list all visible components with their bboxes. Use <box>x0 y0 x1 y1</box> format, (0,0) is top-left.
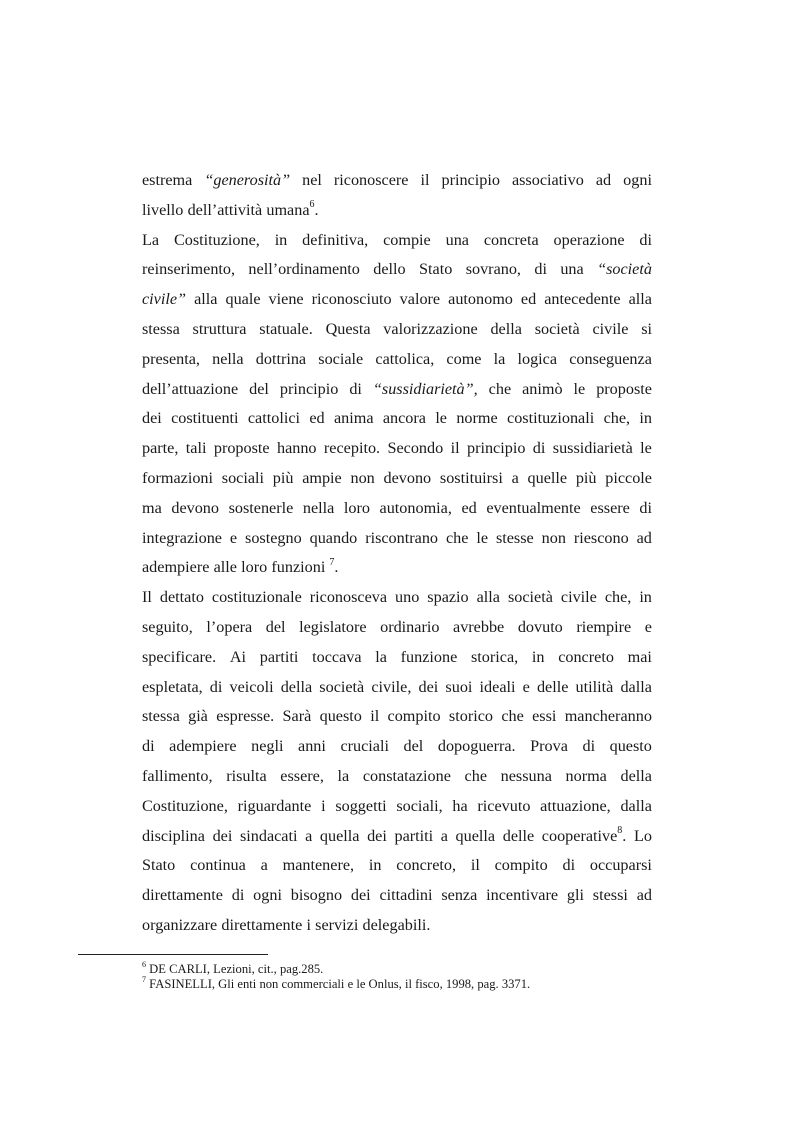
footnote-text: DE CARLI, Lezioni, cit., pag.285. <box>149 962 324 976</box>
text-line: stessa già espresse. Sarà questo il compito storico che essi mancheranno <box>142 707 652 726</box>
text-line: Costituzione, riguardante i soggetti sociali, ha ricevuto attuazione, dalla <box>142 796 652 815</box>
text-line: estrema “generosità” nel riconoscere il principio associativo ad ogni <box>142 171 652 189</box>
text-line: ma devono sostenerle nella loro autonomia, ed eventualmente essere di <box>142 498 652 517</box>
text-line: formazioni sociali più ampie non devono sostituirsi a quelle più piccole <box>142 468 652 487</box>
text-line: Stato continua a mantenere, in concreto, il compito di occuparsi <box>142 856 652 875</box>
text-line: reinserimento, nell’ordinamento dello Stato sovrano, di una “società <box>142 260 652 279</box>
text-line: dei costituenti cattolici ed anima ancora le norme costituzionali che, in <box>142 409 652 428</box>
text-line: presenta, nella dottrina sociale cattolica, come la logica conseguenza <box>142 349 652 368</box>
footnote-number: 6 <box>142 959 146 969</box>
text-line: espletata, di veicoli della società civile, dei suoi ideali e delle utilità dalla <box>142 677 652 696</box>
text-line: organizzare direttamente i servizi delegabili. <box>142 915 431 934</box>
footnotes <box>142 959 531 992</box>
text-line: La Costituzione, in definitiva, compie una concreta operazione di <box>142 230 652 249</box>
text-line: specificare. Ai partiti toccava la funzione storica, in concreto mai <box>142 647 652 666</box>
text-line: dell’attuazione del principio di “sussidiarietà”, che animò le proposte <box>142 379 652 398</box>
body-text <box>142 166 652 941</box>
text-line: direttamente di ogni bisogno dei cittadini senza incentivare gli stessi ad <box>142 886 652 905</box>
text-line: disciplina dei sindacati a quella dei partiti a quella delle cooperative$^8$. Lo <box>142 825 652 845</box>
footnote-7 <box>142 974 531 992</box>
text-line: seguito, l’opera del legislatore ordinario avrebbe dovuto riempire e <box>142 617 652 636</box>
text-line: stessa struttura statuale. Questa valorizzazione della società civile si <box>142 319 652 338</box>
footnote-6 <box>142 959 530 977</box>
text-line: di adempiere negli anni cruciali del dopoguerra. Prova di questo <box>142 737 652 756</box>
text-line: livello dell’attività umana$^6$. <box>142 199 319 219</box>
text-line: fallimento, risulta essere, la constatazione che nessuna norma della <box>142 766 652 785</box>
footnote-text: FASINELLI, Gli enti non commerciali e le Onlus, il fisco, 1998, pag. 3371. <box>149 977 531 991</box>
text-line: civile” alla quale viene riconosciuto valore autonomo ed antecedente alla <box>142 290 652 309</box>
text-line: Il dettato costituzionale riconosceva uno spazio alla società civile che, in <box>142 588 652 607</box>
text-line: parte, tali proposte hanno recepito. Secondo il principio di sussidiarietà le <box>142 439 652 458</box>
text-line: adempiere alle loro funzioni $^7$. <box>142 556 339 577</box>
footnote-separator <box>78 954 268 955</box>
footnote-number: 7 <box>142 974 146 984</box>
text-line: integrazione e sostegno quando riscontrano che le stesse non riescono ad <box>142 528 652 547</box>
